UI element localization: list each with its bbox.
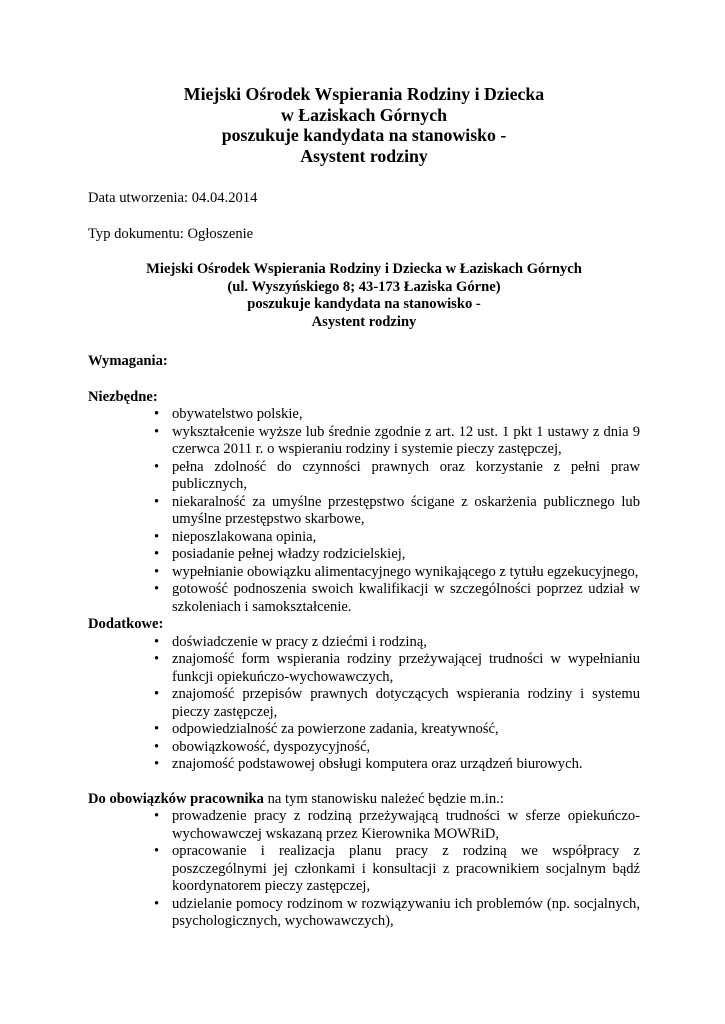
bullet-icon: • [154,493,160,510]
title-line: w Łaziskach Górnych [281,104,447,125]
additional-label: Dodatkowe: [88,616,164,632]
bullet-icon: • [154,756,160,772]
bullet-icon: • [154,738,160,755]
list-item: • wypełnianie obowiązku alimentacyjnego wynikającego z tytułu egzekucyjnego, [154,563,639,580]
list-item: • obowiązkowość, dyspozycyjność, [154,738,371,755]
announcement-header [88,261,640,331]
subheader-line: Miejski Ośrodek Wspierania Rodziny i Dziecka w Łaziskach Górnych [146,261,582,277]
bullet-icon: • [154,406,160,422]
essential-list [88,406,640,616]
duties-intro [88,791,640,809]
duties-intro-bold: Do obowiązków pracownika [88,790,264,807]
list-item: • gotowość podnoszenia swoich kwalifikacji w szczególności poprzez udział w szkoleniach i samokształcenie. [154,581,640,615]
essential-label: Niezbędne: [88,388,158,405]
requirements-heading: Wymagania: [88,353,168,369]
list-item: • wykształcenie wyższe lub średnie zgodnie z art. 12 ust. 1 pkt 1 ustawy z dnia 9 czerwca 2011 r. o wspieraniu rodziny i systemie pieczy zastępczej, [154,423,640,457]
document-title [88,84,640,166]
creation-date: Data utworzenia: 04.04.2014 [88,190,258,206]
bullet-icon: • [154,686,160,702]
list-item: • niekaralność za umyślne przestępstwo ścigane z oskarżenia publicznego lub umyślne przestępstwo skarbowe, [154,493,640,527]
list-item: • obywatelstwo polskie, [154,406,303,422]
subheader-line: poszukuje kandydata na stanowisko - [247,296,481,312]
bullet-icon: • [154,458,160,475]
list-item: • doświadczenie w pracy z dziećmi i rodziną, [154,633,427,650]
title-line: poszukuje kandydata na stanowisko - [221,125,507,145]
list-item: • znajomość przepisów prawnych dotyczących wspierania rodziny i systemu pieczy zastępczej, [154,686,640,720]
title-line: Miejski Ośrodek Wspierania Rodziny i Dziecka [183,84,545,104]
document-type: Typ dokumentu: Ogłoszenie [88,225,254,242]
additional-list [88,634,640,774]
list-item: • znajomość form wspierania rodziny przeżywającej trudności w wypełnianiu funkcji opiekuńczo-wychowawczych, [154,651,640,685]
duties-list [88,808,640,931]
subheader-line: Asystent rodziny [311,313,417,330]
list-item: • odpowiedzialność za powierzone zadania, kreatywność, [154,721,499,737]
subheader-line: (ul. Wyszyńskiego 8; 43-173 Łaziska Górne) [227,278,501,295]
list-item: • znajomość podstawowej obsługi komputera oraz urządzeń biurowych. [154,756,583,772]
bullet-icon: • [154,423,160,440]
list-item: • prowadzenie pracy z rodziną przeżywającą trudności w sferze opiekuńczo-wychowawczej wskazaną przez Kierownika MOWRiD, [154,808,640,842]
bullet-icon: • [154,581,160,597]
bullet-icon: • [154,633,160,650]
bullet-icon: • [154,843,160,859]
list-item: • udzielanie pomocy rodzinom w rozwiązywaniu ich problemów (np. socjalnych, psychologicznych, wychowawczych), [154,895,640,929]
bullet-icon: • [154,528,160,545]
duties-intro-rest: na tym stanowisku należeć będzie m.in.: [263,790,504,807]
list-item: • opracowanie i realizacja planu pracy z rodziną we współpracy z poszczególnymi jej członkami i konsultacji z pracownikiem socjalnym bądź koordynatorem pieczy zastępczej, [154,843,640,894]
list-item: • posiadanie pełnej władzy rodzicielskiej, [154,546,406,562]
bullet-icon: • [154,721,160,737]
bullet-icon: • [154,808,160,824]
bullet-icon: • [154,546,160,562]
list-item: • pełna zdolność do czynności prawnych oraz korzystanie z pełni praw publicznych, [154,458,640,492]
list-item: • nieposzlakowana opinia, [154,528,317,545]
title-line: Asystent rodziny [300,145,428,166]
document-page [88,84,640,931]
bullet-icon: • [154,895,160,912]
bullet-icon: • [154,651,160,667]
bullet-icon: • [154,563,160,580]
